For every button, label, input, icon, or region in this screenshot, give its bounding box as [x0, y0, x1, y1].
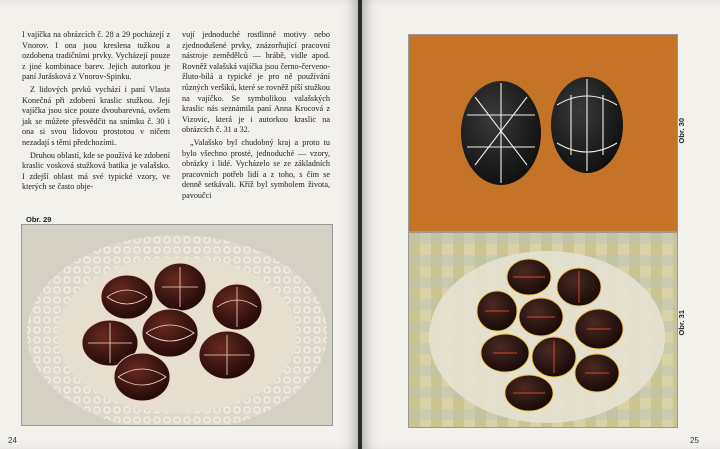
photo-valasske-eggs	[408, 232, 678, 428]
photo-two-eggs	[408, 34, 678, 232]
paragraph: Druhou oblastí, kde se používá ke zdobení kraslic vosková stužková batika je valašsko. I zdejší oblast má své typické vzory, ve kterých se často obje-	[22, 150, 170, 192]
figure-label-30: Obr. 30	[677, 118, 686, 144]
text-column-1	[22, 30, 170, 195]
page-number-left: 24	[8, 436, 17, 445]
paragraph: „Valašsko byl chudobný kraj a proto tu bylo všechno prosté, jednoduché — vzory, obrázky i lidé. Vycházelo se ze základních pracovních potřeb lidí a z toho, s čím se denně setkávali. Kříž byl symbolem života, pavoučci	[182, 137, 330, 200]
figure-label-31: Obr. 31	[677, 310, 686, 336]
page-number-right: 25	[690, 436, 699, 445]
paragraph: I vajíčka na obrázcích č. 28 a 29 pocházejí z Vnorov. I ona jsou kreslena tužkou a ozdobena tradičními prvky. Vycházejí pouze z jiné kombinace barev. Jejich autorkou je paní Jurásková z Vnorov-Spinku.	[22, 30, 170, 82]
photo-easter-eggs-basket	[21, 224, 333, 426]
paragraph: Z lidových prvků vychází i paní Vlasta Konečná při zdobení kraslic stužkou. Její vajíčka jsou sice pouze dvoubarevná, ovšem jak se můžete přesvědčit na snímku č. 30 i ona si svou lidovou prostotou v ničem nezadají s těmi předchozími.	[22, 84, 170, 147]
figure-label-29: Obr. 29	[26, 215, 52, 224]
paragraph: vují jednoduché rostlinné motivy nebo zjednodušené prvky, znázorňující pracovní nástroje zemědělců — hrábě, vidle apod. Rovněž valašská vajíčka jsou černo-červeno-žluto-bílá a typické je pro ně používání různých veršíků, které se rovněž píší stužkou na vajíčko. Se symbolikou valašských kraslic nás seznámila paní Anna Krocová z Vizovic, která je i autorkou kraslic na obrázcích č. 31 a 32.	[182, 30, 330, 135]
text-column-2	[182, 30, 330, 204]
